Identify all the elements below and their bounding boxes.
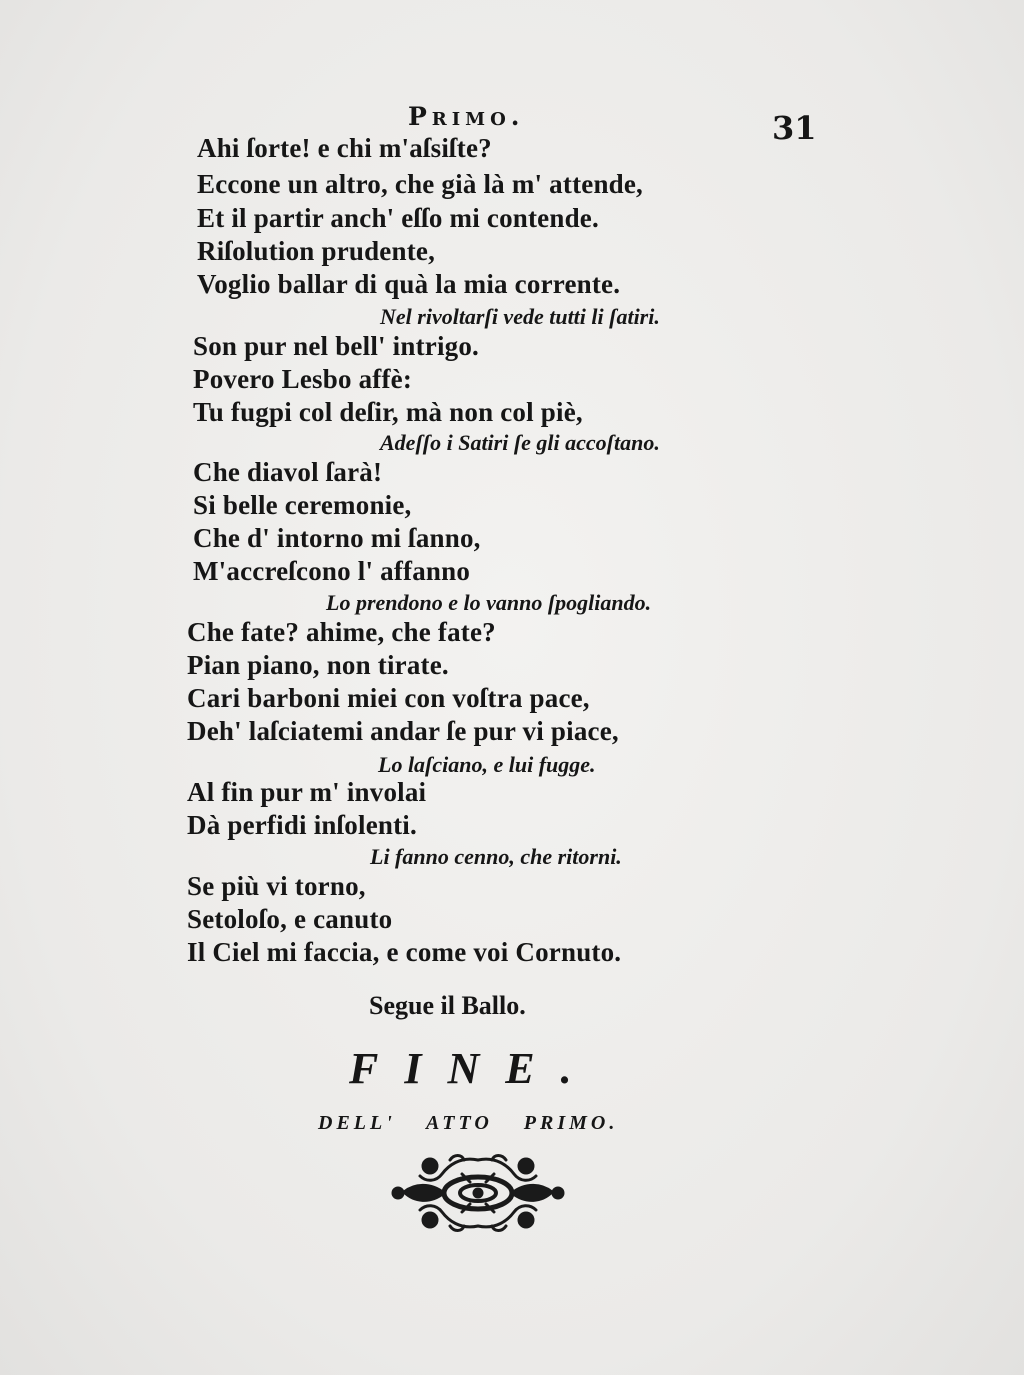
fine-heading: FINE. xyxy=(349,1044,598,1093)
verse-line: Che d' intorno mi ſanno, xyxy=(193,523,481,553)
verse-line: Son pur nel bell' intrigo. xyxy=(193,331,480,361)
verse-line: Il Ciel mi faccia, e come voi Cornuto. xyxy=(187,937,622,967)
verse-line: Dà perfidi inſolenti. xyxy=(187,810,417,840)
page-number: 31 xyxy=(772,109,817,147)
stage-direction: Lo laſciano, e lui fugge. xyxy=(378,752,596,777)
verse-line: Riſolution prudente, xyxy=(197,236,436,266)
verse-line: Voglio ballar di quà la mia corrente. xyxy=(197,269,621,299)
verse-line: Che diavol ſarà! xyxy=(193,457,383,487)
verse-line: Che fate? ahime, che fate? xyxy=(187,617,496,647)
verse-line: Cari barboni miei con voſtra pace, xyxy=(187,683,590,713)
verse-line: Se più vi torno, xyxy=(187,871,366,901)
running-head: Primo. xyxy=(408,102,525,131)
verse-line: M'accreſcono l' affanno xyxy=(193,556,471,586)
verse-line: Al fin pur m' involai xyxy=(187,777,427,807)
verse-line: Setoloſo, e canuto xyxy=(187,904,393,934)
verse-line: Eccone un altro, che già là m' attende, xyxy=(197,169,644,199)
end-of-act-label: DELL' ATTO PRIMO. xyxy=(318,1112,619,1134)
verse-line: Pian piano, non tirate. xyxy=(187,650,449,680)
stage-direction: Nel rivoltarſi vede tutti li ſatiri. xyxy=(380,304,660,329)
verse-line: Deh' laſciatemi andar ſe pur vi piace, xyxy=(187,716,619,746)
verse-line: Et il partir anch' eſſo mi contende. xyxy=(197,203,599,233)
verse-line: Ahi ſorte! e chi m'aſsiſte? xyxy=(197,133,492,163)
stage-direction: Adeſſo i Satiri ſe gli accoſtano. xyxy=(380,430,660,455)
segue-il-ballo: Segue il Ballo. xyxy=(369,991,526,1020)
printer-ornament-icon xyxy=(390,1152,566,1234)
stage-direction: Li fanno cenno, che ritorni. xyxy=(370,844,622,869)
stage-direction: Lo prendono e lo vanno ſpogliando. xyxy=(326,590,652,615)
verse-line: Si belle ceremonie, xyxy=(193,490,412,520)
verse-line: Tu fugpi col deſir, mà non col piè, xyxy=(193,397,583,427)
verse-line: Povero Lesbo affè: xyxy=(193,364,413,394)
